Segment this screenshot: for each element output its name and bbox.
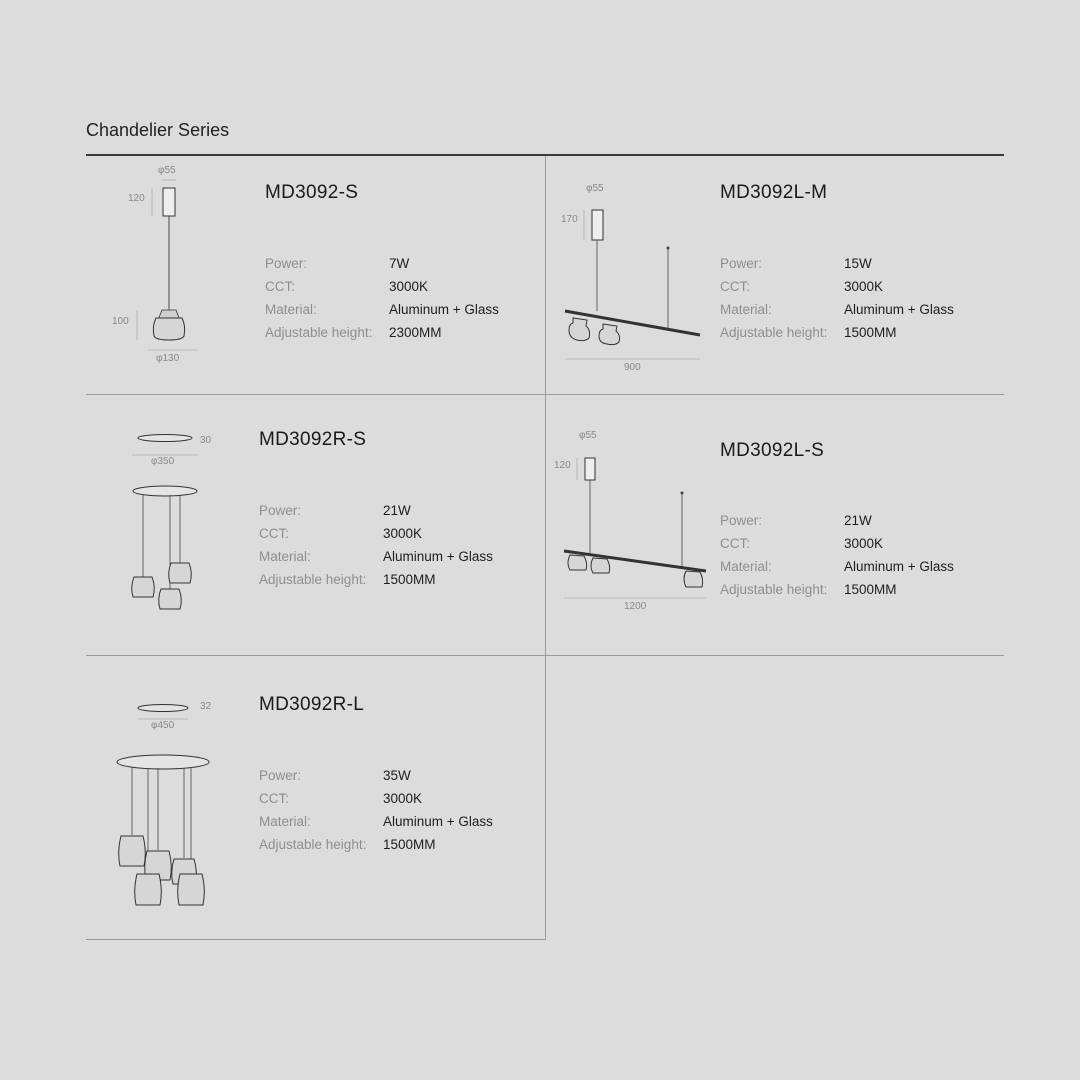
dim-ring-height: 30 — [200, 435, 212, 446]
spec-row-cct: CCT: 3000K — [259, 791, 423, 806]
dim-shade-height: 100 — [112, 316, 129, 327]
dim-shade-dia: φ130 — [156, 353, 180, 364]
spec-row-cct: CCT: 3000K — [259, 526, 423, 541]
model-name: MD3092R-L — [259, 694, 365, 715]
spec-row-height: Adjustable height: 1500MM — [720, 582, 897, 597]
spec-row-height: Adjustable height: 1500MM — [259, 837, 436, 852]
model-name: MD3092R-S — [259, 429, 367, 450]
spec-row-power: Power: 21W — [259, 503, 411, 518]
dim-ring-dia: φ450 — [151, 720, 175, 731]
md3092l-m-drawing — [555, 178, 715, 378]
md3092r-l-drawing — [108, 690, 233, 925]
dim-length: 1200 — [624, 601, 647, 612]
spec-table — [259, 499, 493, 591]
spec-table — [720, 252, 954, 344]
dim-canopy-dia: φ55 — [586, 183, 604, 194]
md3092l-s-drawing — [548, 425, 718, 615]
dim-ring-height: 32 — [200, 701, 212, 712]
spec-row-power: Power: 15W — [720, 256, 872, 271]
spec-row-power: Power: 21W — [720, 513, 872, 528]
spec-row-cct: CCT: 3000K — [720, 279, 884, 294]
spec-row-height: Adjustable height: 2300MM — [265, 325, 442, 340]
spec-row-material: Material: Aluminum + Glass — [265, 302, 499, 317]
dim-ring-dia: φ350 — [151, 456, 175, 467]
spec-row-material: Material: Aluminum + Glass — [720, 302, 954, 317]
spec-row-height: Adjustable height: 1500MM — [720, 325, 897, 340]
model-name: MD3092-S — [265, 182, 359, 203]
dim-canopy-dia: φ55 — [579, 430, 597, 441]
spec-row-material: Material: Aluminum + Glass — [259, 549, 493, 564]
spec-row-cct: CCT: 3000K — [720, 536, 884, 551]
spec-table — [259, 764, 493, 856]
column-divider — [545, 156, 546, 940]
spec-row-height: Adjustable height: 1500MM — [259, 572, 436, 587]
row-divider-3 — [86, 939, 545, 940]
spec-row-material: Material: Aluminum + Glass — [720, 559, 954, 574]
dim-canopy-dia: φ55 — [158, 165, 176, 176]
model-name: MD3092L-S — [720, 440, 825, 461]
md3092-s-drawing — [100, 160, 220, 370]
spec-table — [720, 509, 954, 601]
spec-row-power: Power: 7W — [265, 256, 410, 271]
spec-row-power: Power: 35W — [259, 768, 411, 783]
page-title: Chandelier Series — [86, 120, 230, 140]
dim-canopy-height: 120 — [554, 460, 571, 471]
dim-length: 900 — [624, 362, 641, 373]
spec-table — [265, 252, 499, 344]
spec-row-material: Material: Aluminum + Glass — [259, 814, 493, 829]
model-name: MD3092L-M — [720, 182, 828, 203]
dim-canopy-height: 120 — [128, 193, 145, 204]
md3092r-s-drawing — [120, 425, 230, 620]
dim-canopy-height: 170 — [561, 214, 578, 225]
spec-row-cct: CCT: 3000K — [265, 279, 429, 294]
